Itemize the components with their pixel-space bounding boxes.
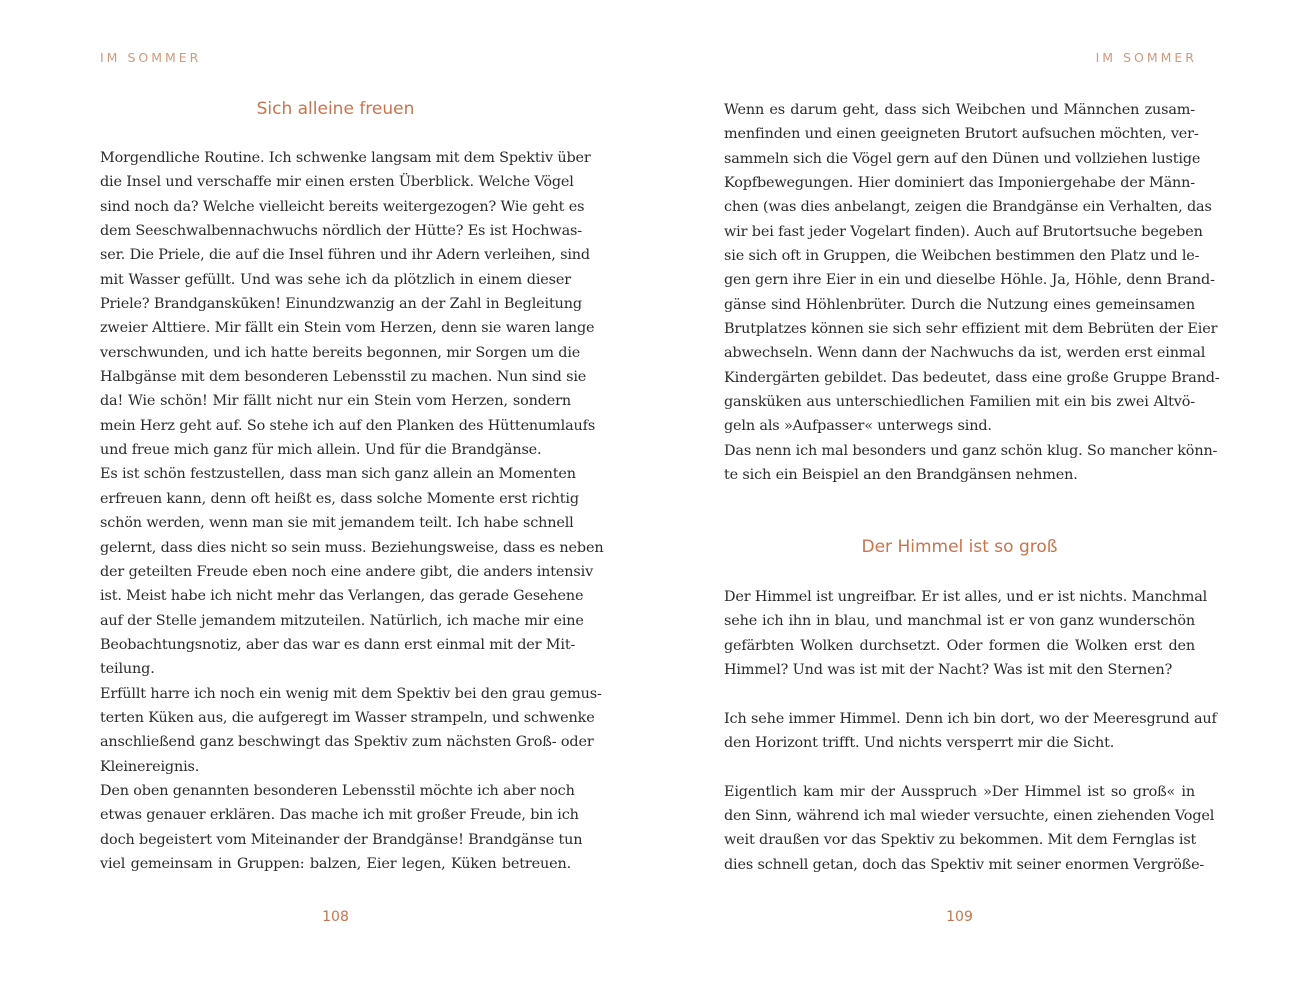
text-line: ser. Die Priele, die auf die Insel führen und ihr Adern verleihen, sind: [100, 247, 590, 264]
text-line: sind noch da? Welche vielleicht bereits weitergezogen? Wie geht es: [100, 198, 585, 215]
paragraph-gap: [724, 682, 1195, 706]
page-number: 108: [322, 909, 349, 925]
text-line: weit draußen vor das Spektiv zu bekommen. Mit dem Fernglas ist: [724, 832, 1197, 849]
text-line: dem Seeschwalbennachwuchs nördlich der Hütte? Es ist Hochwas-: [100, 223, 582, 240]
text-line: gen gern ihre Eier in ein und dieselbe Höhle. Ja, Höhle, denn Brand-: [724, 272, 1215, 289]
text-line: da! Wie schön! Mir fällt nicht nur ein Stein vom Herzen, sondern: [100, 393, 571, 410]
text-line: ist. Meist habe ich nicht mehr das Verlangen, das gerade Gesehene: [100, 588, 584, 605]
text-line: schön werden, wenn man sie mit jemandem teilt. Ich habe schnell: [100, 515, 574, 532]
text-line: wir bei fast jeder Vogelart finden). Auch auf Brutortsuche begeben: [724, 223, 1203, 240]
text-line: gänse sind Höhlenbrüter. Durch die Nutzung eines gemeinsamen: [724, 296, 1195, 313]
text-line: Kopfbewegungen. Hier dominiert das Imponiergehabe der Männ-: [724, 175, 1195, 192]
text-line: Den oben genannten besonderen Lebensstil möchte ich aber noch: [100, 782, 575, 799]
text-line: Brutplatzes können sie sich sehr effizient mit dem Bebrüten der Eier: [724, 321, 1218, 338]
text-line: viel gemeinsam in Gruppen: balzen, Eier legen, Küken betreuen.: [100, 855, 571, 872]
text-line: sammeln sich die Vögel gern auf den Dünen und vollziehen lustige: [724, 150, 1201, 167]
chapter-title: Sich alleine freuen: [256, 99, 415, 119]
chapter-title: Der Himmel ist so groß: [861, 537, 1058, 557]
text-line: mein Herz geht auf. So stehe ich auf den Planken des Hüttenumlaufs: [100, 417, 596, 434]
page-number: 109: [946, 909, 973, 925]
text-line: Das nenn ich mal besonders und ganz schön klug. So mancher könn-: [724, 442, 1218, 459]
text-line: teilung.: [100, 661, 155, 678]
text-line: Erfüllt harre ich noch ein wenig mit dem Spektiv bei den grau gemus-: [100, 685, 602, 702]
text-line: Kindergärten gebildet. Das bedeutet, dass eine große Gruppe Brand-: [724, 369, 1220, 386]
text-line: gefärbten Wolken durchsetzt. Oder formen die Wolken erst den: [724, 637, 1195, 654]
text-line: Morgendliche Routine. Ich schwenke langsam mit dem Spektiv über: [100, 150, 591, 166]
running-head: IM SOMMER: [1095, 50, 1197, 65]
text-line: auf der Stelle jemandem mitzuteilen. Natürlich, ich mache mir eine: [100, 612, 584, 629]
text-line: Himmel? Und was ist mit der Nacht? Was ist mit den Sternen?: [724, 662, 1173, 679]
text-line: etwas genauer erklären. Das mache ich mit großer Freude, bin ich: [100, 807, 579, 824]
text-line: Der Himmel ist ungreifbar. Er ist alles, und er ist nichts. Manchmal: [724, 589, 1208, 605]
text-line: Ich sehe immer Himmel. Denn ich bin dort, wo der Meeresgrund auf: [724, 710, 1217, 727]
text-line: sehe ich ihn in blau, und manchmal ist er von ganz wunderschön: [724, 613, 1195, 630]
text-line: Es ist schön festzustellen, dass man sich ganz allein an Momenten: [100, 466, 576, 483]
text-line: te sich ein Beispiel an den Brandgänsen nehmen.: [724, 467, 1078, 484]
body-text: [724, 585, 1217, 877]
text-line: gansküken aus unterschiedlichen Familien mit ein bis zwei Altvö-: [724, 394, 1195, 411]
text-line: terten Küken aus, die aufgeregt im Wasser strampeln, und schwenke: [100, 709, 595, 726]
text-line: menfinden und einen geeigneten Brutort aufsuchen möchten, ver-: [724, 126, 1199, 143]
text-line: anschließend ganz beschwingt das Spektiv zum nächsten Groß- oder: [100, 734, 594, 751]
text-line: erfreuen kann, denn oft heißt es, dass solche Momente erst richtig: [100, 490, 579, 507]
text-line: Kleinereignis.: [100, 758, 200, 775]
text-line: Wenn es darum geht, dass sich Weibchen und Männchen zusam-: [724, 102, 1195, 118]
text-line: Beobachtungsnotiz, aber das war es dann erst einmal mit der Mit-: [100, 636, 576, 653]
text-line: die Insel und verschaffe mir einen ersten Überblick. Welche Vögel: [100, 174, 574, 191]
text-line: gelernt, dass dies nicht so sein muss. Beziehungsweise, dass es neben: [100, 539, 604, 556]
text-line: der geteilten Freude eben noch eine andere gibt, die anders intensiv: [100, 563, 594, 580]
text-line: den Horizont trifft. Und nichts versperrt mir die Sicht.: [724, 735, 1115, 752]
text-line: doch begeistert vom Miteinander der Brandgänse! Brandgänse tun: [100, 831, 583, 848]
paragraph-gap: [724, 755, 1195, 779]
text-line: geln als »Aufpasser« unterwegs sind.: [724, 418, 992, 435]
text-line: den Sinn, während ich mal wieder versuchte, einen ziehenden Vogel: [724, 808, 1215, 825]
text-line: chen (was dies anbelangt, zeigen die Brandgänse ein Verhalten, das: [724, 199, 1212, 216]
text-line: mit Wasser gefüllt. Und was sehe ich da plötzlich in einem dieser: [100, 271, 571, 288]
text-line: Halbgänse mit dem besonderen Lebensstil zu machen. Nun sind sie: [100, 369, 587, 386]
text-line: abwechseln. Wenn dann der Nachwuchs da ist, werden erst einmal: [724, 345, 1206, 362]
body-text: [100, 146, 604, 876]
right-page: [648, 0, 1295, 1000]
text-line: zweier Alttiere. Mir fällt ein Stein vom Herzen, denn sie waren lange: [100, 320, 595, 337]
text-line: Priele? Brandganskūken! Einundzwanzig an der Zahl in Begleitung: [100, 296, 582, 313]
body-text-continuation: [724, 98, 1220, 488]
text-line: dies schnell getan, doch das Spektiv mit seiner enormen Vergröße-: [724, 856, 1205, 873]
running-head: IM SOMMER: [100, 50, 202, 65]
text-line: Eigentlich kam mir der Ausspruch »Der Himmel ist so groß« in: [724, 783, 1195, 800]
text-line: sie sich oft in Gruppen, die Weibchen bestimmen den Platz und le-: [724, 248, 1200, 265]
text-line: und freue mich ganz für mich allein. Und für die Brandgänse.: [100, 442, 542, 459]
text-line: verschwunden, und ich hatte bereits begonnen, mir Sorgen um die: [100, 344, 581, 361]
